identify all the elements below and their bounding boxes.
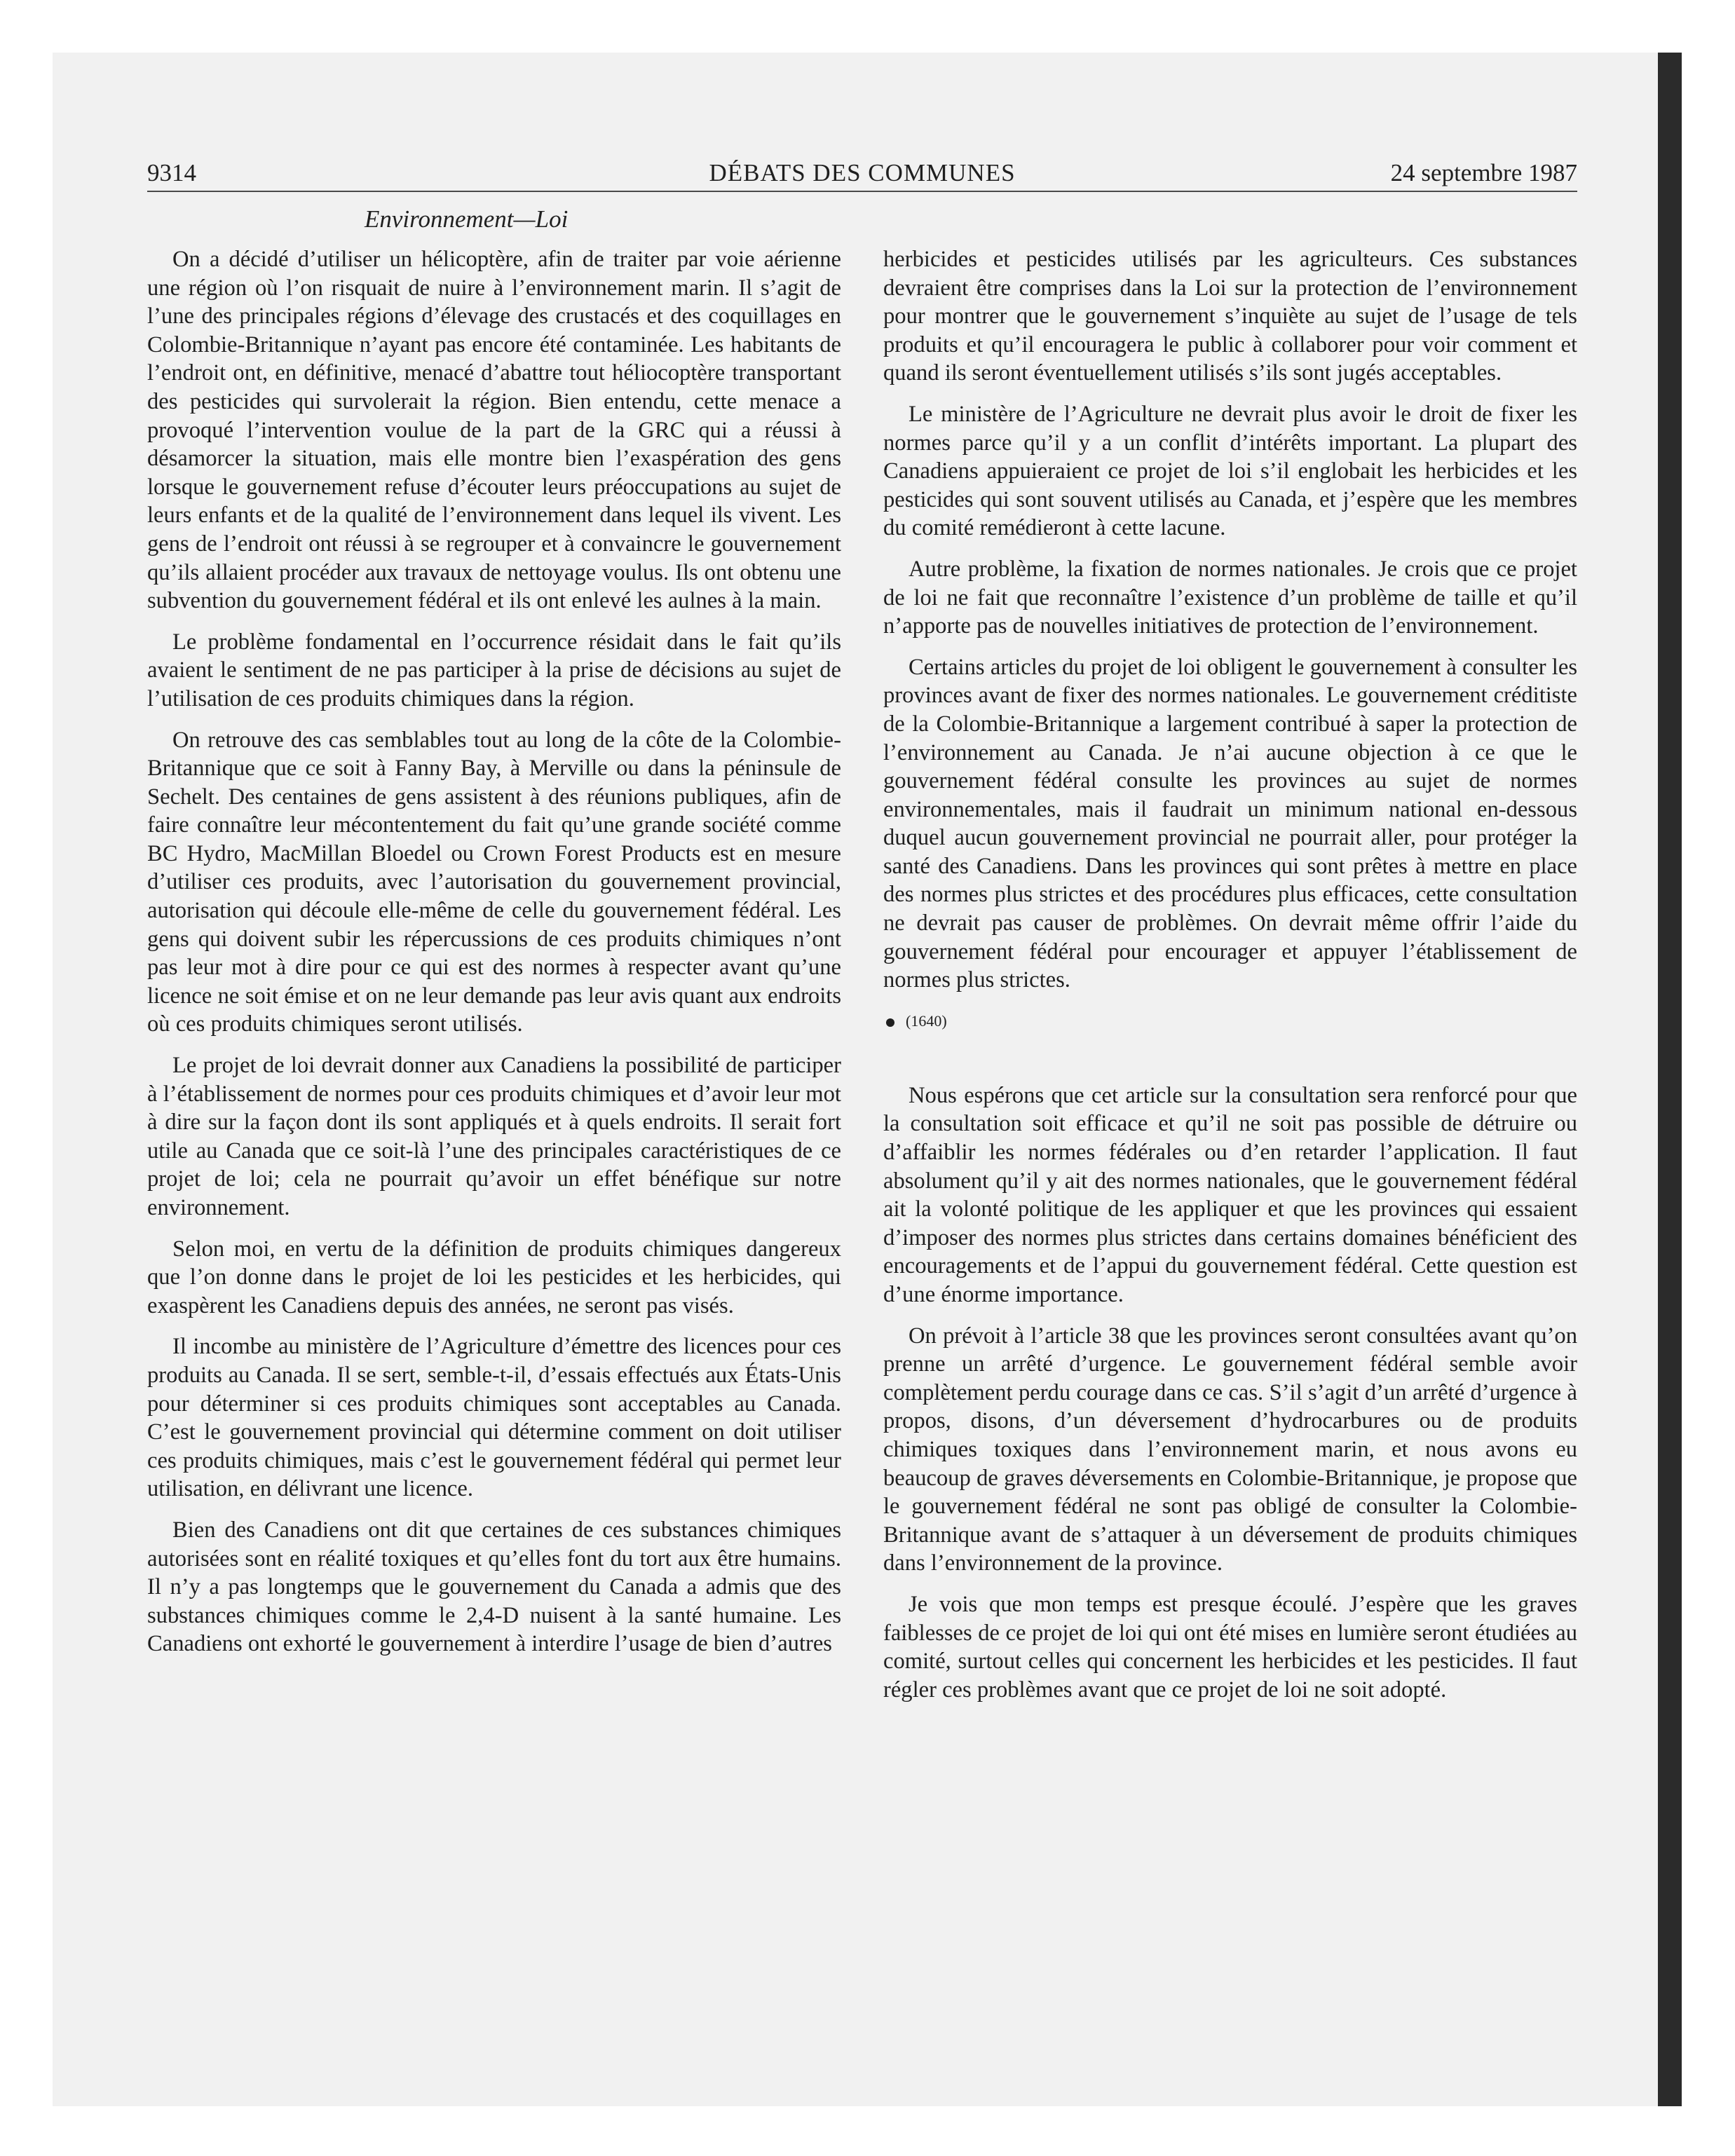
paragraph: On a décidé d’utiliser un hélicoptère, afin de traiter par voie aérienne une région où l’on risquait de nuire à l’environnement marin. Il s’agit de l’une des principales régions d’élevage des crustacés et des coquillages en Colombie-Britannique n’ayant pas encore été contaminée. Les habitants de l’endroit ont, en définitive, menacé d’abattre tout héliocoptère transportant des pesticides qui survolerait la région. Bien entendu, cette menace a provoqué l’intervention voulue de la part de la GRC qui a réussi à désamorcer la situation, mais elle montre bien l’exaspération des gens lorsque le gouvernement refuse d’écouter leurs préoccupations au sujet de leurs enfants et de la qualité de l’environnement dans lequel ils vivent. Les gens de l’endroit ont réussi à se regrouper et à convaincre le gouvernement qu’ils allaient procéder aux travaux de nettoyage voulus. Ils ont obtenu une subvention du gouvernement fédéral et ils ont enlevé les aulnes à la main. [147,247,841,614]
paragraph: Le problème fondamental en l’occurrence résidait dans le fait qu’ils avaient le sentiment de ne pas participer à la prise de décisions au sujet de l’utilisation de ces produits chimiques dans la région. [147,629,841,711]
paragraph: Nous espérons que cet article sur la consultation sera renforcé pour que la consultation soit efficace et qu’il ne soit pas possible de détruire ou d’affaiblir les normes fédérales ou d’en retarder l’application. Il faut absolument qu’il y ait des normes nationales, que le gouvernement fédéral ait la volonté politique de les appliquer et que les provinces qui essaient d’imposer des normes plus strictes dans certains domaines bénéficient des encouragements et de l’appui du gouvernement fédéral. Cette question est d’une énorme importance. [883,1082,1577,1307]
section-title: Environnement—Loi [365,205,569,233]
time-marker-label: (1640) [906,1011,947,1030]
page-number: 9314 [147,159,196,186]
paragraph: Le projet de loi devrait donner aux Canadiens la possibilité de participer à l’établissement de normes pour ces produits chimiques et d’avoir leur mot à dire sur la façon dont ils sont appliqués et à quels endroits. Il serait fort utile au Canada que ce soit-là l’une des principales caractéristiques de ce projet de loi; cela ne pourrait qu’avoir un effet bénéfique sur notre environnement. [147,1053,841,1220]
header-rule [147,191,1577,192]
paragraph: herbicides et pesticides utilisés par les agriculteurs. Ces substances devraient être comprises dans la Loi sur la protection de l’environnement pour montrer que le gouvernement s’inquiète au sujet de l’usage de tels produits et qu’il encouragera le public à collaborer pour voir comment et quand ils seront éventuellement utilisés s’ils sont jugés acceptables. [883,247,1577,386]
binding-edge [1658,53,1682,2106]
running-head [147,156,1577,191]
paragraph: On prévoit à l’article 38 que les provinces seront consultées avant qu’on prenne un arrêté d’urgence. Le gouvernement fédéral semble avoir complètement perdu courage dans ce cas. S’il s’agit d’un arrêté d’urgence à propos, disons, d’un déversement d’hydrocarbures ou de produits chimiques toxiques dans l’environnement marin, et nous avons eu beaucoup de graves déversements en Colombie-Britannique, je propose que le gouvernement fédéral ne sont pas obligé de consulter la Colombie-Britannique avant de s’attaquer à un déversement de produits chimiques dans l’environnement de la province. [883,1323,1577,1576]
bullet-icon [886,1018,894,1027]
publication-date: 24 septembre 1987 [1390,159,1577,186]
paragraph: Le ministère de l’Agriculture ne devrait plus avoir le droit de fixer les normes parce qu’il y a un conflit d’intérêts important. La plupart des Canadiens appuieraient ce projet de loi s’il englobait les herbicides et les pesticides qui sont souvent utilisés au Canada, et j’espère que les membres du comité remédieront à cette lacune. [883,401,1577,541]
paragraph: Il incombe au ministère de l’Agriculture d’émettre des licences pour ces produits au Canada. Il se sert, semble-t-il, d’essais effectués aux États-Unis pour déterminer si ces produits chimiques sont acceptables au Canada. C’est le gouvernement provincial qui détermine comment on doit utiliser ces produits chimiques, mais c’est le gouvernement fédéral qui permet leur utilisation, en délivrant une licence. [147,1334,841,1502]
paragraph: On retrouve des cas semblables tout au long de la côte de la Colombie-Britannique que ce soit à Fanny Bay, à Merville ou dans la péninsule de Sechelt. Des centaines de gens assistent à des réunions publiques, afin de faire connaître leur mécontentement du fait qu’une grande société comme BC Hydro, MacMillan Bloedel ou Crown Forest Products est en mesure d’utiliser ces produits, avec l’autorisation du gouvernement provincial, autorisation qui découle elle-même de celle du gouvernement fédéral. Les gens qui doivent subir les répercussions de ces produits chimiques n’ont pas leur mot à dire pour ce qui est des normes à respecter avant qu’une licence ne soit émise et on ne leur demande pas leur avis quant aux endroits où ces produits chimiques seront utilisés. [147,727,841,1037]
publication-title: DÉBATS DES COMMUNES [709,159,1016,186]
paragraph: Autre problème, la fixation de normes nationales. Je crois que ce projet de loi ne fait que reconnaître l’existence d’un problème de taille et qu’il n’apporte pas de nouvelles initiatives de protection de l’environnement. [883,556,1577,639]
paragraph: Selon moi, en vertu de la définition de produits chimiques dangereux que l’on donne dans le projet de loi les pesticides et les herbicides, qui exaspèrent les Canadiens depuis des années, ne seront pas visés. [147,1236,841,1318]
paragraph: Bien des Canadiens ont dit que certaines de ces substances chimiques autorisées sont en réalité toxiques et qu’elles font du tort aux être humains. Il n’y a pas longtemps que le gouvernement du Canada a admis que des substances chimiques comme le 2,4-D nuisent à la santé humaine. Les Canadiens ont exhorté le gouvernement à interdire l’usage de bien d’autres [147,1517,841,1657]
left-column [147,245,841,1671]
right-column [883,245,1577,1717]
paragraph: Je vois que mon temps est presque écoulé. J’espère que les graves faiblesses de ce projet de loi qui ont été mises en lumière seront étudiées au comité, surtout celles qui concernent les herbicides et les pesticides. Il faut régler ces problèmes avant que ce projet de loi ne soit adopté. [883,1591,1577,1703]
paragraph: Certains articles du projet de loi obligent le gouvernement à consulter les provinces avant de fixer des normes nationales. Le gouvernement créditiste de la Colombie-Britannique a largement contribué à saper la protection de l’environnement au Canada. Je n’ai aucune objection à ce que le gouvernement fédéral consulte les provinces au sujet de normes environnementales, mais il faudrait un minimum national en-dessous duquel aucun gouvernement provincial ne pourrait aller, pour protéger la santé des Canadiens. Dans les provinces qui sont prêtes à mettre en place des normes plus strictes et des procédures plus efficaces, cette consultation ne devrait pas causer de problèmes. On devrait même offrir l’aide du gouvernement fédéral pour encourager et appuyer l’établissement de normes plus strictes. [883,654,1577,993]
time-marker [883,1007,1577,1035]
